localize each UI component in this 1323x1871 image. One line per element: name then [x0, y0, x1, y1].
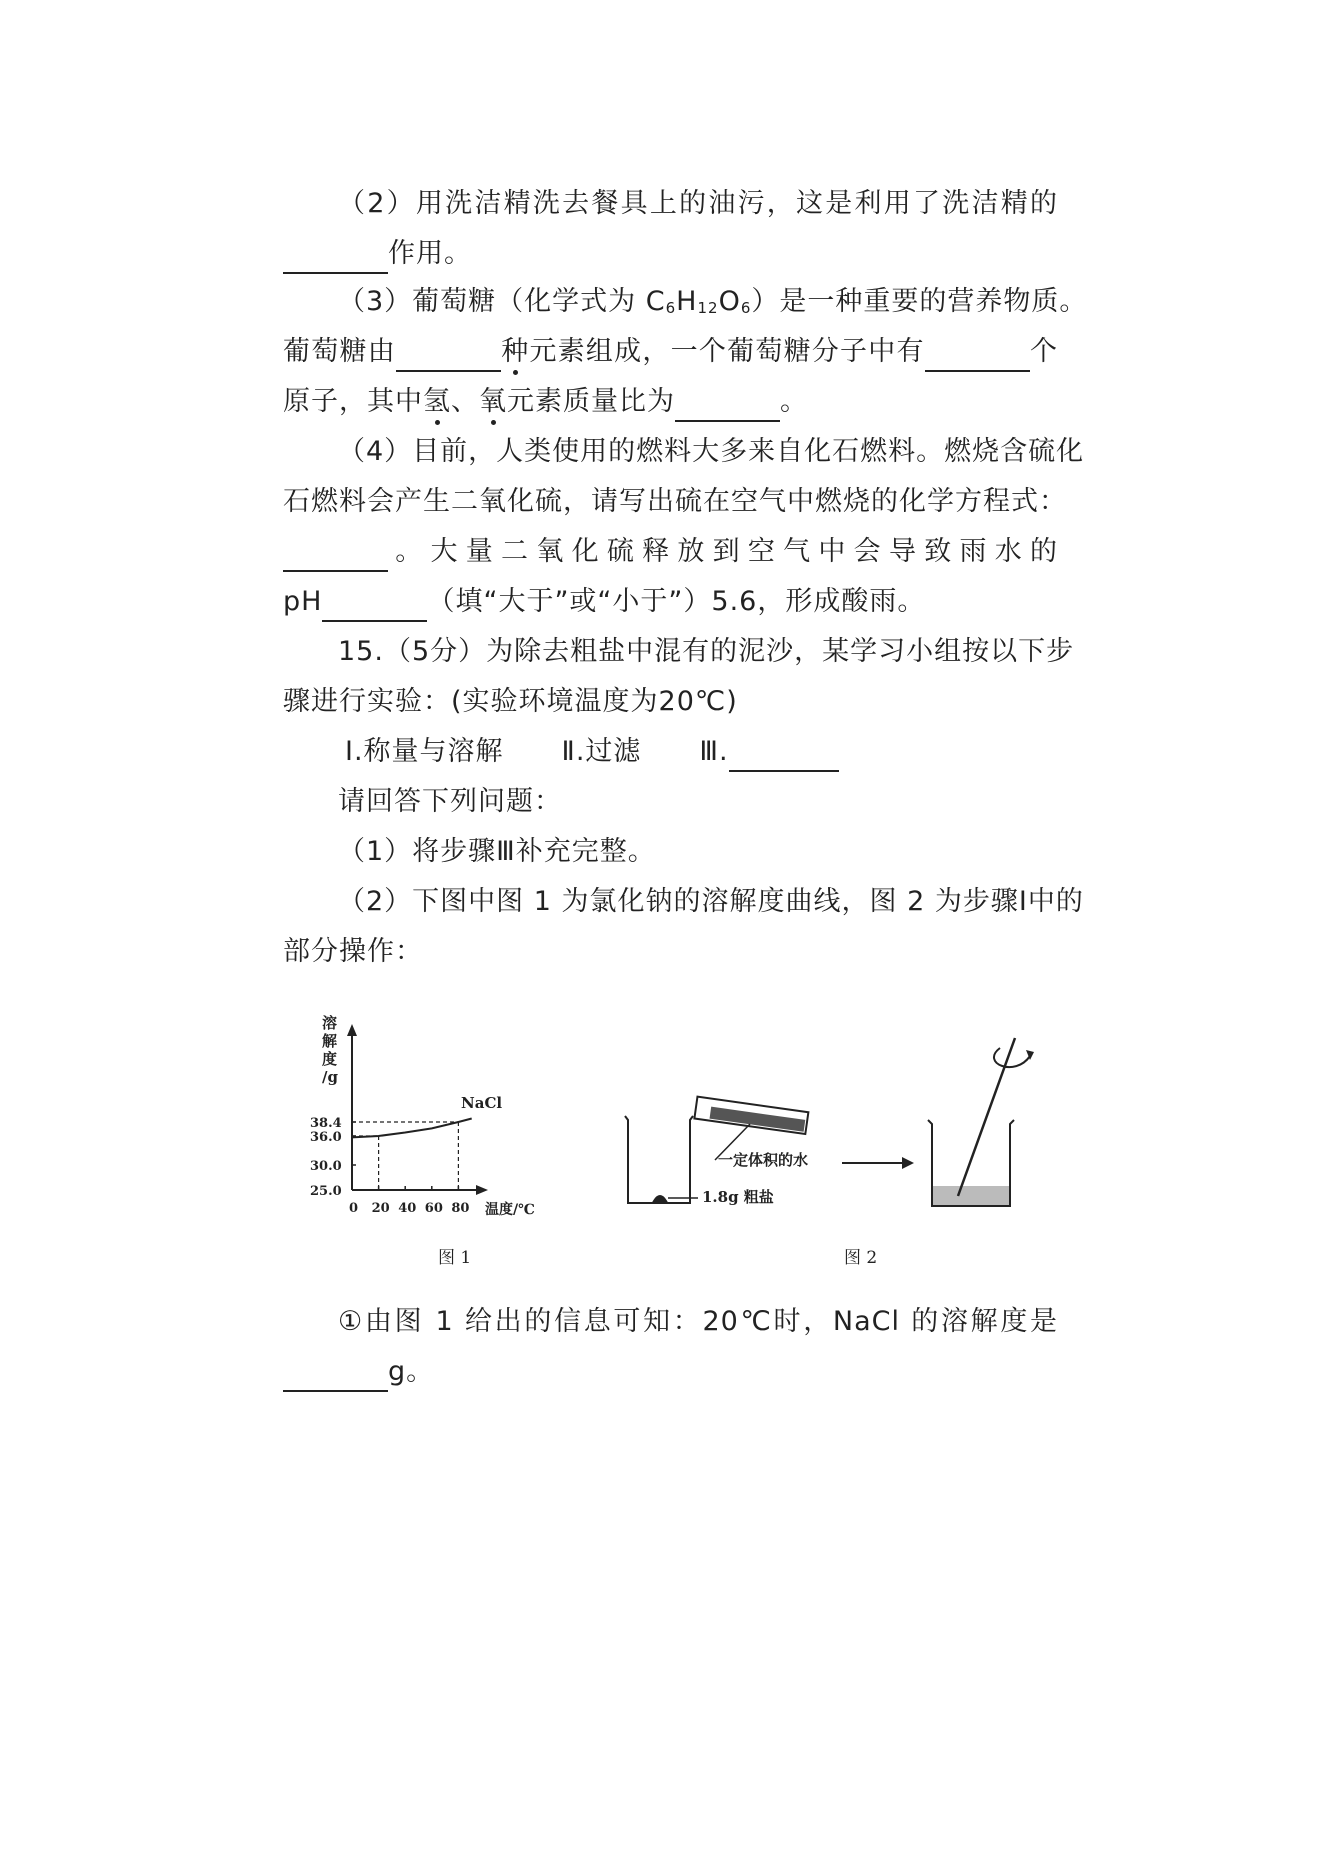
figure-1 — [310, 1014, 535, 1268]
x-tick-label: 60 — [424, 1201, 443, 1216]
y-tick-label: 30.0 — [310, 1159, 342, 1174]
q15-sub2-line1: （2）下图中图 1 为氯化钠的溶解度曲线，图 2 为步骤Ⅰ中的 — [338, 886, 1084, 917]
figure-2 — [625, 1038, 1034, 1206]
answer-blank[interactable] — [322, 590, 427, 622]
q14-3-line1: （3）葡萄糖（化学式为 $C_6H_{12}O_6$）是一种重要的营养物质。 — [338, 286, 1088, 317]
q14-3-line3: 原子，其中氢、氧元素质量比为 。 — [283, 382, 808, 422]
x-tick-label: 20 — [371, 1201, 390, 1216]
step-2: Ⅱ.过滤 — [561, 736, 642, 767]
answer-blank[interactable] — [283, 540, 388, 572]
q15-sub2-q1-line1: ①由图 1 给出的信息可知：20℃时，NaCl 的溶解度是 — [338, 1306, 1058, 1337]
q14-2-tail: 作用。 — [388, 238, 472, 269]
solubility-plot — [310, 1024, 535, 1218]
figure-2-caption: 图 2 — [844, 1248, 878, 1268]
solution-in-beaker — [933, 1186, 1009, 1205]
y-tick-label: 38.4 — [310, 1116, 342, 1131]
answer-blank[interactable] — [283, 242, 388, 274]
step-1: Ⅰ.称量与溶解 — [345, 736, 504, 767]
q14-4-line3: 。大量二氧化硫释放到空气中会导致雨水的 — [283, 532, 1058, 572]
emphasis-char: 氢 — [423, 386, 451, 417]
emphasis-char: 种 — [500, 336, 530, 367]
y-tick-label: 36.0 — [310, 1130, 342, 1145]
q14-2-line2 — [283, 234, 472, 274]
q15-sub2-line2: 部分操作： — [283, 936, 423, 967]
answer-blank[interactable] — [729, 740, 839, 772]
q15-line1: 15.（5分）为除去粗盐中混有的泥沙，某学习小组按以下步 — [338, 636, 1075, 667]
q15-prompt: 请回答下列问题： — [338, 786, 562, 817]
y-tick-label: 25.0 — [310, 1184, 342, 1199]
y-label-1: 溶 — [322, 1014, 338, 1032]
q14-4-line1: （4）目前，人类使用的燃料大多来自化石燃料。燃烧含硫化 — [338, 436, 1085, 467]
q14-2-line1: （2）用洗洁精洗去餐具上的油污，这是利用了洗洁精的 — [338, 188, 1058, 219]
x-tick-label: 40 — [398, 1201, 417, 1216]
q14-4-line2: 石燃料会产生二氧化硫，请写出硫在空气中燃烧的化学方程式： — [283, 486, 1067, 517]
y-label-3: 度 — [322, 1050, 338, 1068]
glass-rod — [958, 1038, 1015, 1196]
nacl-curve — [352, 1119, 472, 1138]
crude-salt-pile — [654, 1196, 666, 1201]
beaker-1 — [625, 1116, 693, 1203]
x-axis-arrow — [476, 1185, 488, 1195]
q15-sub1: （1）将步骤Ⅲ补充完整。 — [338, 836, 656, 867]
x-axis-label: 温度/℃ — [485, 1202, 535, 1218]
nacl-label: NaCl — [461, 1094, 503, 1112]
emphasis-char: 氧 — [479, 386, 507, 417]
q15-line2: 骤进行实验：(实验环境温度为20℃) — [283, 686, 738, 717]
answer-blank[interactable] — [396, 340, 501, 372]
water-label: 一定体积的水 — [718, 1151, 809, 1169]
figures — [310, 1008, 1070, 1268]
graduated-cylinder — [694, 1097, 808, 1134]
q15-steps — [345, 732, 839, 772]
q15-sub2-q1-line2: g。 — [283, 1352, 434, 1392]
y-axis-arrow — [347, 1024, 357, 1036]
answer-blank[interactable] — [675, 390, 780, 422]
stir-arrow — [994, 1048, 1030, 1067]
answer-blank[interactable] — [283, 1360, 388, 1392]
salt-label: 1.8g 粗盐 — [702, 1188, 774, 1206]
x-tick-label: 0 — [349, 1201, 359, 1216]
answer-blank[interactable] — [925, 340, 1030, 372]
q14-3-line2: 葡萄糖由 种元素组成，一个葡萄糖分子中有 个 — [283, 332, 1058, 372]
x-tick-label: 80 — [451, 1201, 470, 1216]
y-label-4: /g — [322, 1068, 338, 1086]
arrow-head — [902, 1157, 914, 1169]
step-3: Ⅲ. — [699, 736, 729, 767]
q14-4-line4: pH （填“大于”或“小于”）5.6，形成酸雨。 — [283, 582, 925, 622]
figure-1-caption: 图 1 — [438, 1248, 472, 1268]
y-label-2: 解 — [322, 1032, 338, 1050]
